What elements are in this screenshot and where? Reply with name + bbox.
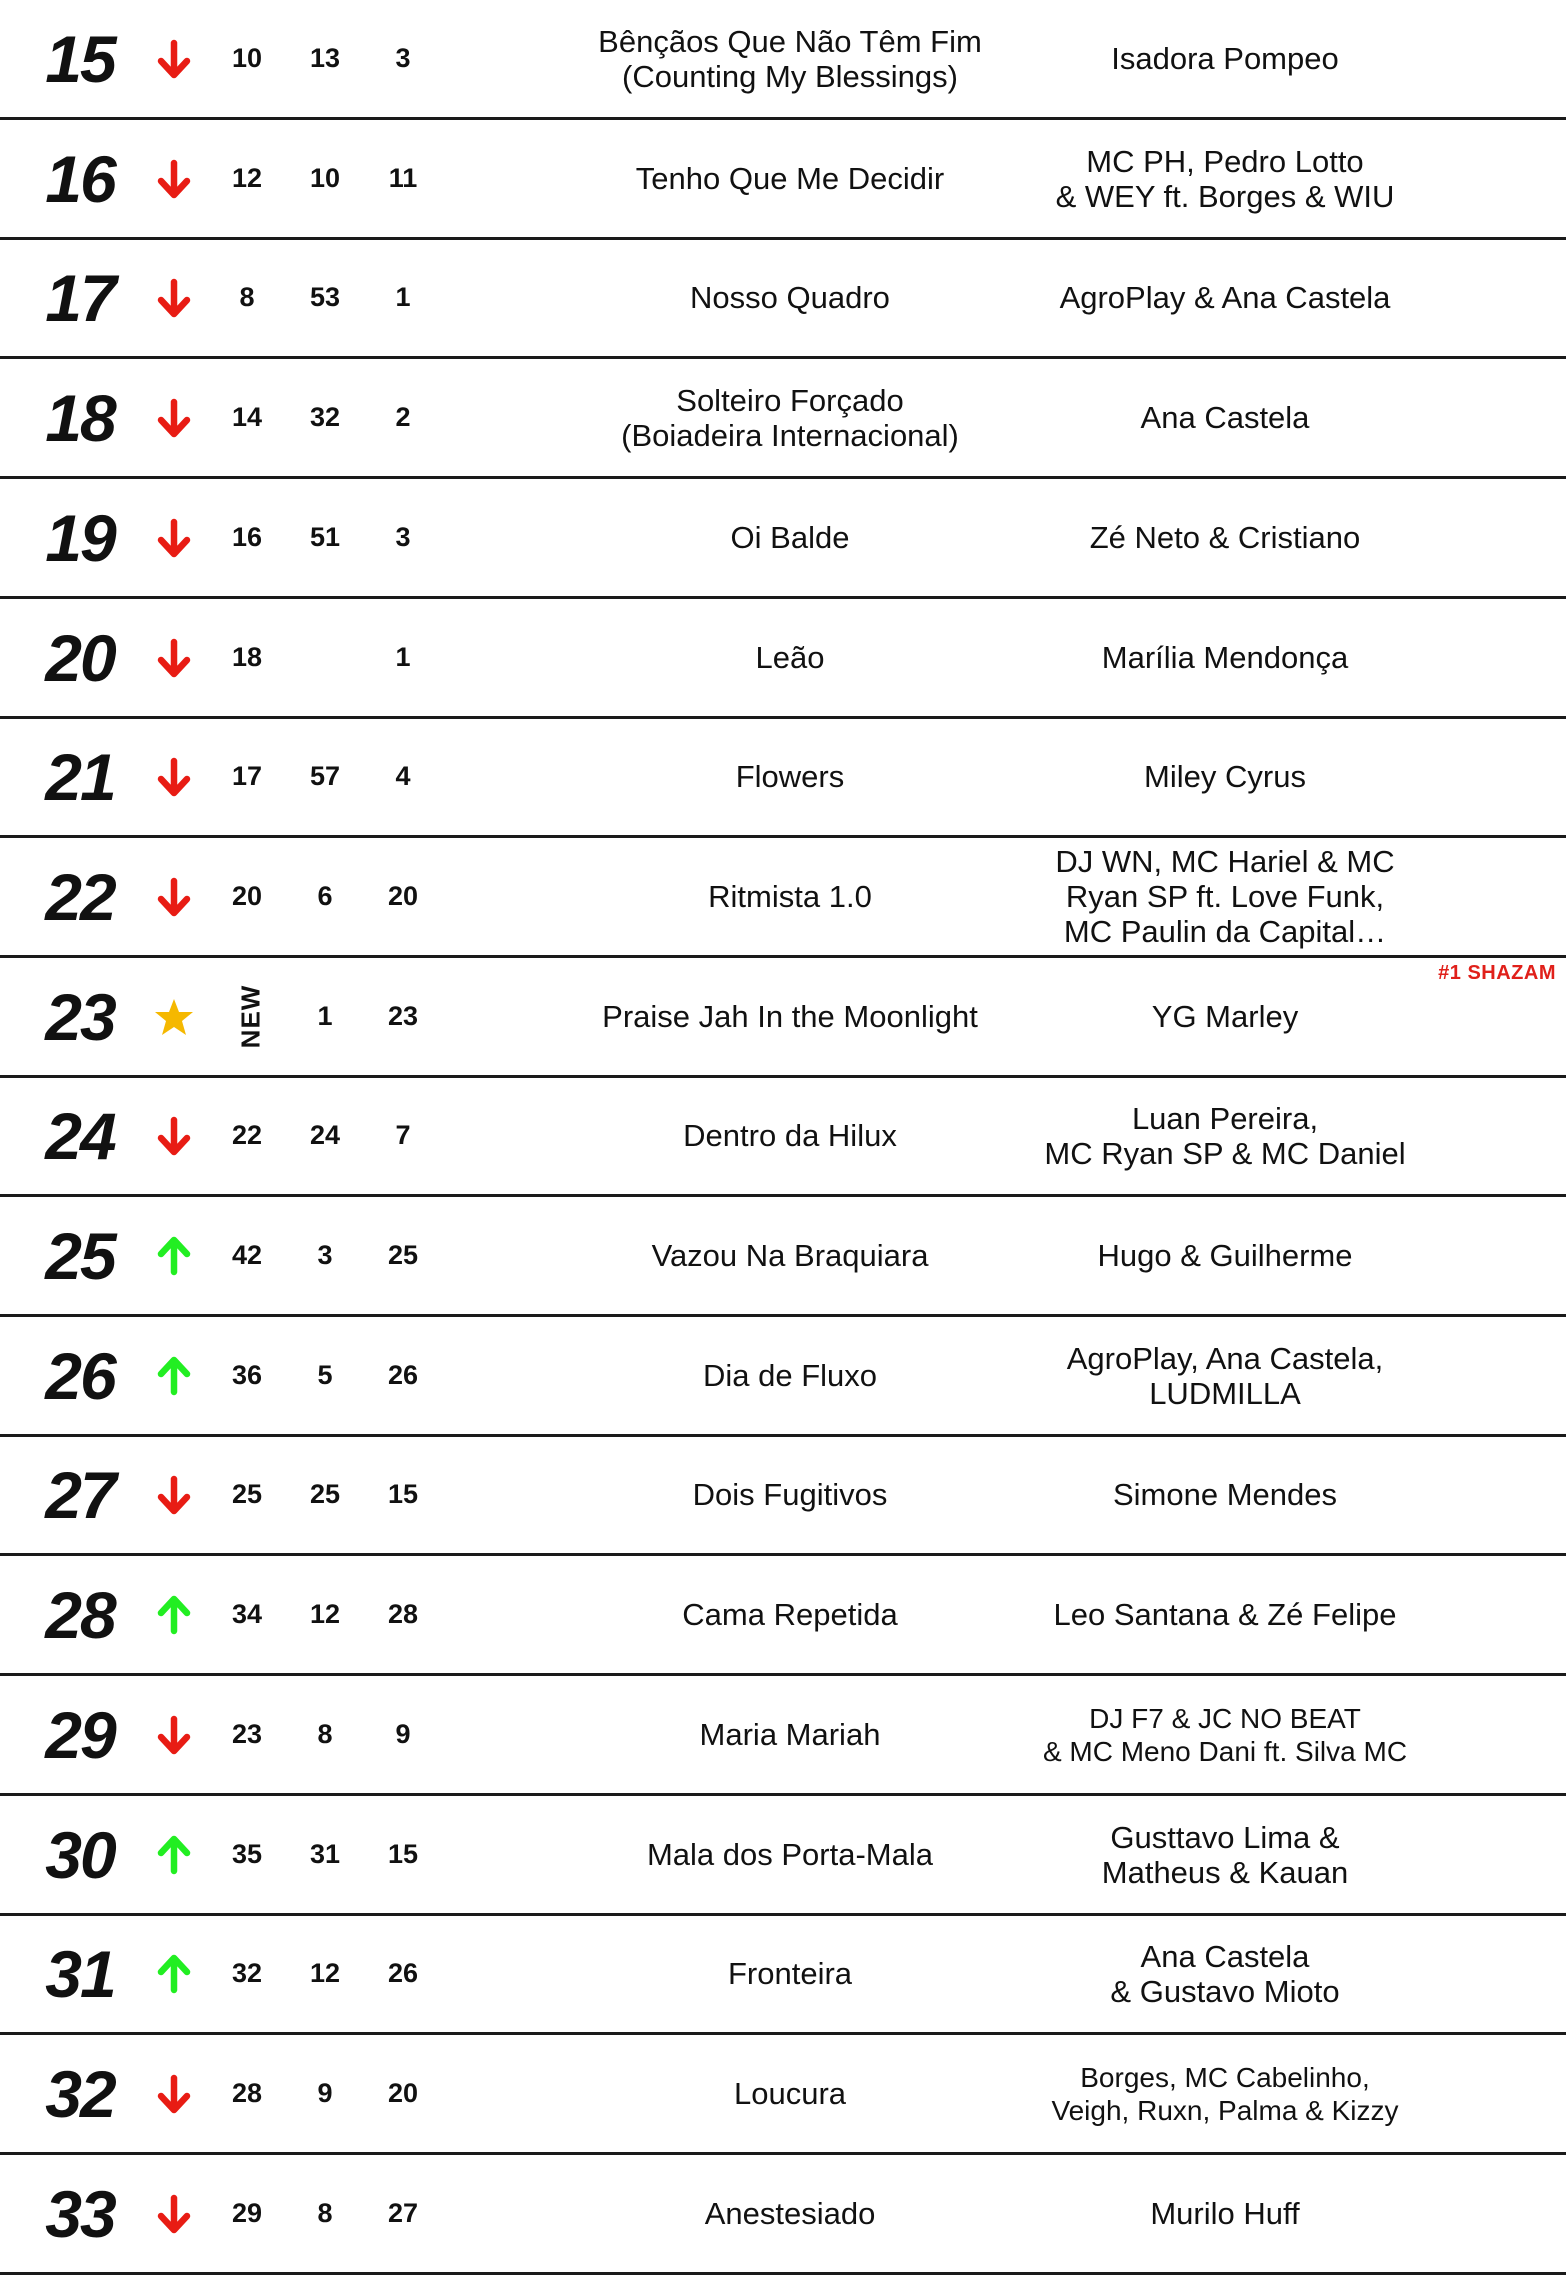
arrow-down-glyph — [157, 757, 191, 797]
weeks-on-chart: 20 — [387, 881, 419, 911]
previous-position: 12 — [231, 163, 263, 193]
arrow-up-icon — [148, 1556, 200, 1673]
previous-position: 29 — [231, 2198, 263, 2228]
song-title: Vazou Na Braquiara — [651, 1238, 929, 1273]
peak-position: 51 — [309, 522, 341, 552]
song-title: Oi Balde — [730, 520, 850, 555]
arrow-down-icon — [148, 2035, 200, 2152]
song-title: Praise Jah In the Moonlight — [602, 999, 978, 1034]
arrow-down-glyph — [157, 1715, 191, 1755]
artist-name: Leo Santana & Zé Felipe — [1053, 1597, 1397, 1632]
arrow-down-glyph — [157, 39, 191, 79]
arrow-down-icon — [148, 1676, 200, 1793]
arrow-down-glyph — [157, 638, 191, 678]
arrow-up-icon — [148, 1915, 200, 2032]
previous-position: 42 — [231, 1240, 263, 1270]
song-title: Loucura — [733, 2076, 847, 2111]
artist-name: Zé Neto & Cristiano — [1089, 520, 1361, 555]
song-title: Maria Mariah — [699, 1717, 881, 1752]
weeks-on-chart: 23 — [387, 1001, 419, 1031]
previous-position: 25 — [231, 1479, 263, 1509]
weeks-on-chart: 26 — [387, 1958, 419, 1988]
chart-row — [0, 239, 1566, 359]
arrow-down-icon — [148, 479, 200, 596]
star-icon — [148, 958, 200, 1075]
arrow-down-icon — [148, 2155, 200, 2272]
previous-position: 20 — [231, 881, 263, 911]
song-title: Tenho Que Me Decidir — [635, 161, 945, 196]
weeks-on-chart: 3 — [395, 522, 411, 552]
chart-row — [0, 1317, 1566, 1437]
arrow-down-icon — [148, 718, 200, 835]
chart-row — [0, 1915, 1566, 2035]
chart-row — [0, 2035, 1566, 2155]
chart-row — [0, 120, 1566, 240]
weeks-on-chart: 4 — [395, 761, 411, 791]
chart-row — [0, 1796, 1566, 1916]
chart-row — [0, 718, 1566, 838]
previous-position: 28 — [231, 2078, 263, 2108]
arrow-down-glyph — [157, 877, 191, 917]
song-title: Bênçãos Que Não Têm Fim (Counting My Blessings) — [598, 23, 982, 94]
song-title: Ritmista 1.0 — [708, 879, 872, 914]
peak-position: 5 — [317, 1360, 333, 1390]
rank-number: 30 — [45, 1817, 115, 1892]
arrow-down-icon — [148, 120, 200, 237]
artist-name: Murilo Huff — [1150, 2196, 1300, 2231]
weeks-on-chart: 26 — [387, 1360, 419, 1390]
peak-position: 8 — [317, 2198, 333, 2228]
weeks-on-chart: 1 — [395, 282, 411, 312]
peak-position: 9 — [317, 2078, 333, 2108]
arrow-down-glyph — [157, 398, 191, 438]
peak-position: 53 — [309, 282, 341, 312]
arrow-up-glyph — [157, 1236, 191, 1276]
artist-name: AgroPlay & Ana Castela — [1059, 280, 1391, 315]
artist-name: Simone Mendes — [1112, 1477, 1337, 1512]
rank-number: 29 — [45, 1697, 115, 1772]
arrow-up-glyph — [157, 1356, 191, 1396]
artist-name: AgroPlay, Ana Castela, LUDMILLA — [1066, 1340, 1384, 1411]
chart-row — [0, 1436, 1566, 1556]
weeks-on-chart: 2 — [395, 402, 411, 432]
previous-position: 10 — [231, 43, 263, 73]
previous-position: 36 — [231, 1360, 263, 1390]
artist-name: Ana Castela — [1140, 400, 1310, 435]
rank-number: 28 — [45, 1577, 115, 1652]
rank-number: 19 — [45, 500, 115, 575]
chart-row — [0, 2155, 1566, 2275]
rank-number: 25 — [45, 1218, 115, 1293]
arrow-up-icon — [148, 1317, 200, 1434]
song-title: Solteiro Forçado (Boiadeira Internacional) — [621, 382, 959, 453]
song-title: Dois Fugitivos — [692, 1477, 888, 1512]
new-entry-label — [225, 958, 277, 1075]
arrow-up-icon — [148, 1197, 200, 1314]
chart-row — [0, 479, 1566, 599]
peak-position: 8 — [317, 1719, 333, 1749]
arrow-up-glyph — [157, 1595, 191, 1635]
chart-row — [0, 359, 1566, 479]
peak-position: 10 — [309, 163, 341, 193]
star-glyph — [154, 997, 194, 1037]
arrow-down-icon — [148, 0, 200, 117]
chart-row — [0, 599, 1566, 719]
rank-number: 32 — [45, 2056, 115, 2131]
previous-position: 18 — [231, 642, 263, 672]
peak-position — [293, 599, 357, 716]
peak-position: 1 — [317, 1001, 333, 1031]
rank-number: 23 — [45, 979, 115, 1054]
rank-number: 22 — [45, 859, 115, 934]
arrow-down-icon — [148, 1436, 200, 1553]
arrow-down-glyph — [157, 1116, 191, 1156]
arrow-down-glyph — [157, 2074, 191, 2114]
previous-position: 35 — [231, 1839, 263, 1869]
peak-position: 12 — [309, 1958, 341, 1988]
chart-row — [0, 1197, 1566, 1317]
weeks-on-chart: 28 — [387, 1599, 419, 1629]
weeks-on-chart: 25 — [387, 1240, 419, 1270]
peak-position: 25 — [309, 1479, 341, 1509]
weeks-on-chart: 1 — [395, 642, 411, 672]
rank-number: 27 — [45, 1457, 115, 1532]
arrow-down-icon — [148, 838, 200, 955]
weeks-on-chart: 9 — [395, 1719, 411, 1749]
rank-number: 21 — [45, 739, 115, 814]
song-title: Fronteira — [727, 1956, 853, 1991]
rank-number: 17 — [45, 260, 115, 335]
chart-row — [0, 1676, 1566, 1796]
weeks-on-chart: 15 — [387, 1479, 419, 1509]
previous-position: 16 — [231, 522, 263, 552]
artist-name: Hugo & Guilherme — [1097, 1238, 1353, 1273]
arrow-down-icon — [148, 239, 200, 356]
previous-position: 17 — [231, 761, 263, 791]
song-title: Cama Repetida — [682, 1597, 898, 1632]
song-title: Anestesiado — [704, 2196, 876, 2231]
arrow-up-glyph — [157, 1835, 191, 1875]
song-title: Dentro da Hilux — [683, 1118, 897, 1153]
shazam-badge: #1 SHAZAM — [1438, 962, 1556, 984]
peak-position: 3 — [317, 1240, 333, 1270]
peak-position: 6 — [317, 881, 333, 911]
arrow-down-icon — [148, 1077, 200, 1194]
chart-row — [0, 1077, 1566, 1197]
song-title: Flowers — [735, 759, 845, 794]
rank-number: 20 — [45, 620, 115, 695]
chart-row — [0, 1556, 1566, 1676]
artist-name: Borges, MC Cabelinho, Veigh, Ruxn, Palma & Kizzy — [1051, 2061, 1399, 2126]
artist-name: Ana Castela & Gustavo Mioto — [1110, 1938, 1340, 2009]
weeks-on-chart: 27 — [387, 2198, 419, 2228]
previous-position: 14 — [231, 402, 263, 432]
arrow-down-icon — [148, 359, 200, 476]
song-title: Nosso Quadro — [690, 280, 890, 315]
peak-position: 12 — [309, 1599, 341, 1629]
rank-number: 31 — [45, 1936, 115, 2011]
rank-number: 15 — [45, 21, 115, 96]
arrow-down-glyph — [157, 2194, 191, 2234]
new-entry-text: NEW — [235, 984, 266, 1049]
previous-position: 32 — [231, 1958, 263, 1988]
weeks-on-chart: 15 — [387, 1839, 419, 1869]
previous-position: 23 — [231, 1719, 263, 1749]
rank-number: 16 — [45, 141, 115, 216]
song-title: Dia de Fluxo — [702, 1358, 878, 1393]
artist-name: DJ F7 & JC NO BEAT & MC Meno Dani ft. Silva MC — [1042, 1702, 1408, 1767]
arrow-down-glyph — [157, 1475, 191, 1515]
weeks-on-chart: 7 — [395, 1120, 411, 1150]
chart-row — [0, 958, 1566, 1078]
peak-position: 32 — [309, 402, 341, 432]
artist-name: DJ WN, MC Hariel & MC Ryan SP ft. Love Funk, MC Paulin da Capital… — [1055, 844, 1395, 949]
peak-position: 13 — [309, 43, 341, 73]
arrow-down-glyph — [157, 518, 191, 558]
chart-row — [0, 838, 1566, 958]
peak-position: 31 — [309, 1839, 341, 1869]
weeks-on-chart: 3 — [395, 43, 411, 73]
artist-name: Miley Cyrus — [1144, 759, 1306, 794]
arrow-down-icon — [148, 599, 200, 716]
arrow-down-glyph — [157, 278, 191, 318]
artist-name: Marília Mendonça — [1101, 640, 1349, 675]
chart-row — [0, 0, 1566, 120]
rank-number: 26 — [45, 1338, 115, 1413]
previous-position: 34 — [231, 1599, 263, 1629]
peak-position: 57 — [309, 761, 341, 791]
weeks-on-chart: 20 — [387, 2078, 419, 2108]
song-title: Mala dos Porta-Mala — [646, 1837, 933, 1872]
artist-name: Luan Pereira, MC Ryan SP & MC Daniel — [1044, 1100, 1406, 1171]
previous-position: 8 — [239, 282, 255, 312]
arrow-up-glyph — [157, 1954, 191, 1994]
peak-position: 24 — [309, 1120, 341, 1150]
artist-name: MC PH, Pedro Lotto & WEY ft. Borges & WIU — [1055, 143, 1395, 214]
rank-number: 18 — [45, 380, 115, 455]
song-title: Leão — [755, 640, 825, 675]
rank-number: 24 — [45, 1098, 115, 1173]
weeks-on-chart: 11 — [388, 163, 418, 193]
artist-name: YG Marley — [1151, 999, 1299, 1034]
artist-name: Isadora Pompeo — [1111, 41, 1339, 76]
arrow-down-glyph — [157, 159, 191, 199]
rank-number: 33 — [45, 2176, 115, 2251]
artist-name: Gusttavo Lima & Matheus & Kauan — [1101, 1819, 1349, 1890]
arrow-up-icon — [148, 1796, 200, 1913]
previous-position: 22 — [231, 1120, 263, 1150]
